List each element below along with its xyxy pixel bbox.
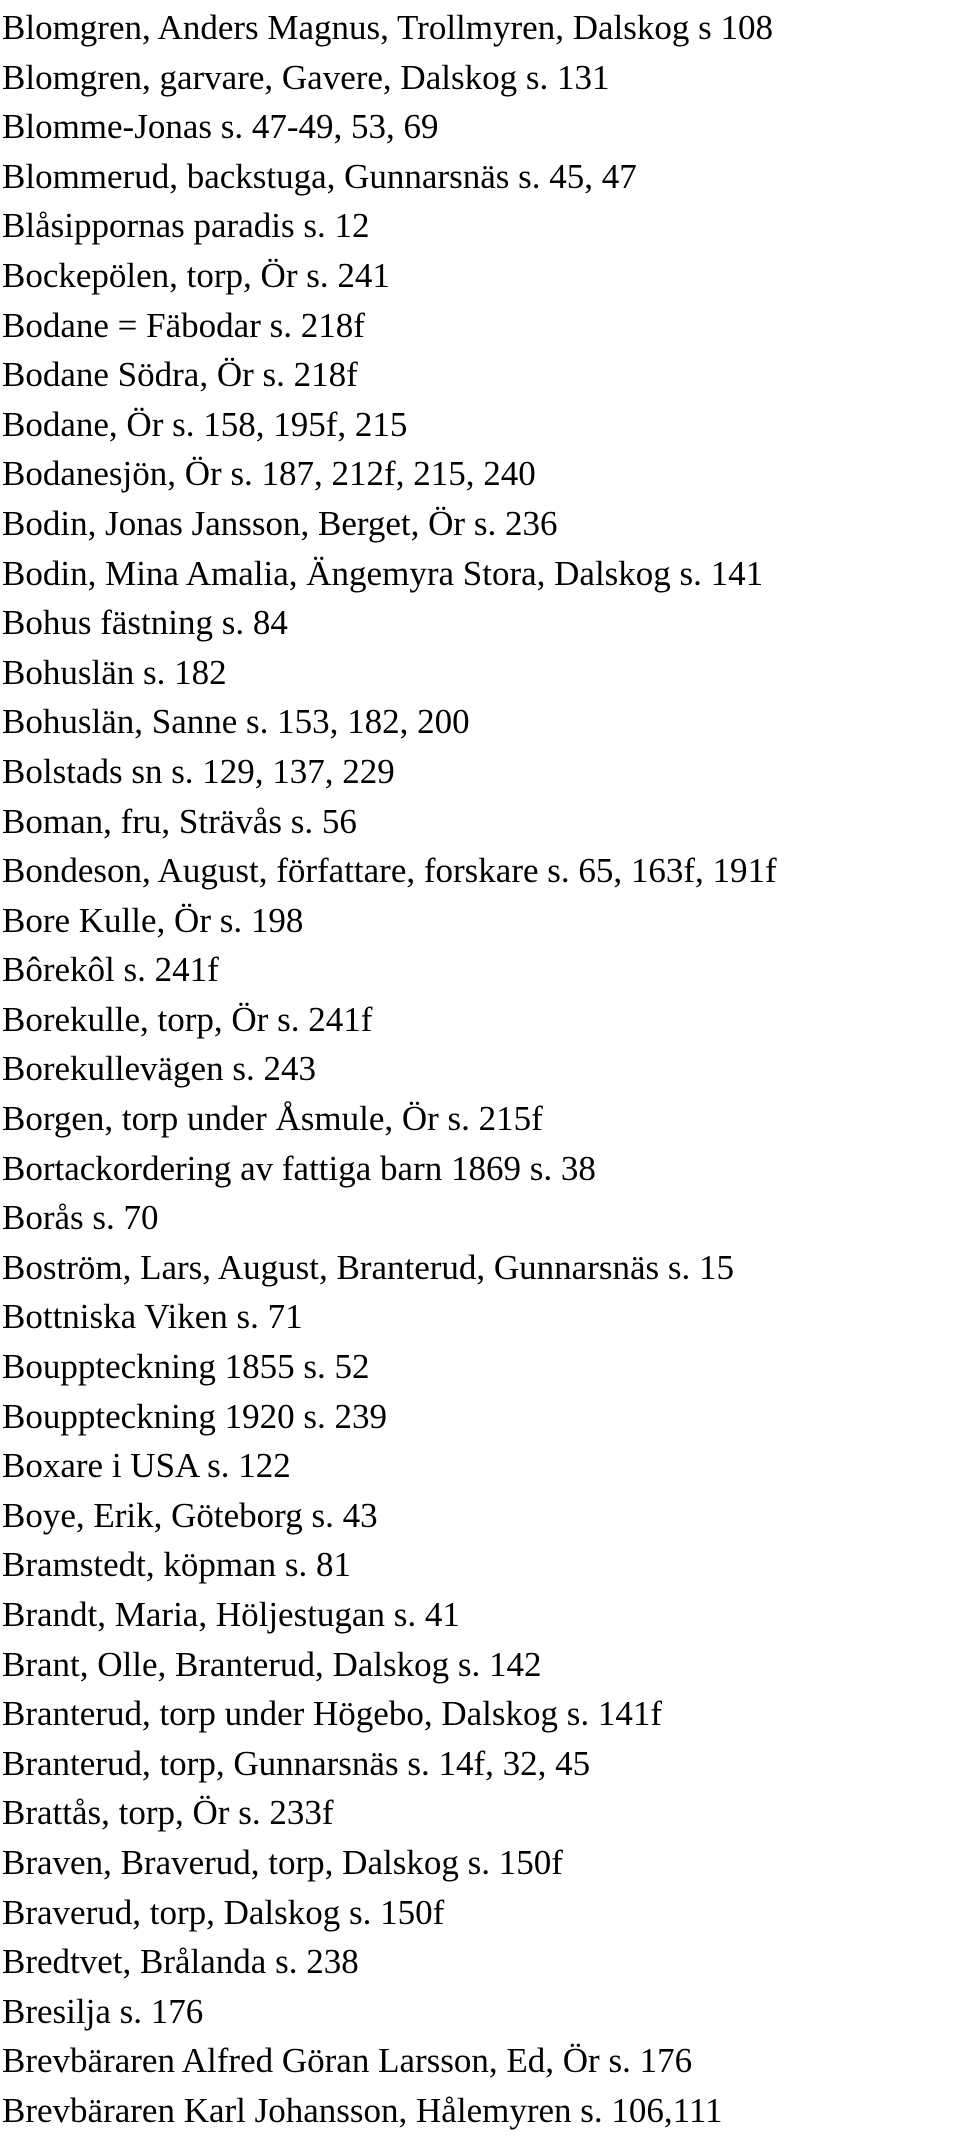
index-entry: Bodanesjön, Ör s. 187, 212f, 215, 240 xyxy=(2,454,536,494)
index-entry: Bolstads sn s. 129, 137, 229 xyxy=(2,751,395,791)
index-entry: Bodane, Ör s. 158, 195f, 215 xyxy=(2,404,408,444)
index-entry: Braven, Braverud, torp, Dalskog s. 150f xyxy=(2,1842,563,1882)
index-entry: Brevbäraren Alfred Göran Larsson, Ed, Ör s. 176 xyxy=(2,2041,693,2081)
index-entry: Borås s. 70 xyxy=(2,1198,159,1238)
index-entry: Bouppteckning 1855 s. 52 xyxy=(2,1347,370,1387)
index-list xyxy=(0,3,960,2136)
index-entry: Bohus fästning s. 84 xyxy=(2,603,288,643)
index-entry: Bodane = Fäbodar s. 218f xyxy=(2,305,365,345)
index-entry: Braverud, torp, Dalskog s. 150f xyxy=(2,1892,445,1932)
index-entry: Bresilja s. 176 xyxy=(2,1991,204,2031)
index-entry: Blomgren, garvare, Gavere, Dalskog s. 131 xyxy=(2,57,610,97)
index-entry: Bore Kulle, Ör s. 198 xyxy=(2,900,304,940)
index-entry: Bodane Södra, Ör s. 218f xyxy=(2,355,358,395)
index-entry: Bohuslän s. 182 xyxy=(2,652,227,692)
index-entry: Boman, fru, Strävås s. 56 xyxy=(2,801,357,841)
index-entry: Boye, Erik, Göteborg s. 43 xyxy=(2,1495,378,1535)
index-entry: Bredtvet, Brålanda s. 238 xyxy=(2,1942,359,1982)
index-entry: Brevbäraren Karl Johansson, Hålemyren s. 106,111 xyxy=(2,2090,723,2130)
index-entry: Bôrekôl s. 241f xyxy=(2,950,219,990)
index-entry: Brandt, Maria, Höljestugan s. 41 xyxy=(2,1595,460,1634)
index-entry: Boxare i USA s. 122 xyxy=(2,1446,291,1486)
index-entry: Blomgren, Anders Magnus, Trollmyren, Dalskog s 108 xyxy=(2,8,773,47)
index-entry: Bramstedt, köpman s. 81 xyxy=(2,1545,351,1585)
index-entry: Bouppteckning 1920 s. 239 xyxy=(2,1396,387,1436)
index-entry: Bortackordering av fattiga barn 1869 s. 38 xyxy=(2,1148,596,1188)
index-entry: Bodin, Mina Amalia, Ängemyra Stora, Dalskog s. 141 xyxy=(2,553,764,593)
index-entry: Branterud, torp under Högebo, Dalskog s. 141f xyxy=(2,1694,663,1734)
index-entry: Blommerud, backstuga, Gunnarsnäs s. 45, 47 xyxy=(2,156,637,196)
index-entry: Bondeson, August, författare, forskare s. 65, 163f, 191f xyxy=(2,851,777,891)
index-entry: Borekullevägen s. 243 xyxy=(2,1049,316,1089)
index-entry: Borekulle, torp, Ör s. 241f xyxy=(2,999,373,1039)
index-entry: Bottniska Viken s. 71 xyxy=(2,1297,303,1337)
index-entry: Brant, Olle, Branterud, Dalskog s. 142 xyxy=(2,1644,542,1684)
index-entry: Bockepölen, torp, Ör s. 241 xyxy=(2,255,390,295)
index-entry: Blomme-Jonas s. 47-49, 53, 69 xyxy=(2,107,439,147)
index-entry: Brattås, torp, Ör s. 233f xyxy=(2,1793,334,1833)
index-entry: Blåsippornas paradis s. 12 xyxy=(2,206,370,246)
index-entry: Boström, Lars, August, Branterud, Gunnarsnäs s. 15 xyxy=(2,1247,735,1287)
index-entry: Borgen, torp under Åsmule, Ör s. 215f xyxy=(2,1099,543,1139)
index-entry: Bodin, Jonas Jansson, Berget, Ör s. 236 xyxy=(2,503,558,543)
index-entry: Branterud, torp, Gunnarsnäs s. 14f, 32, 45 xyxy=(2,1743,591,1783)
index-entry: Bohuslän, Sanne s. 153, 182, 200 xyxy=(2,702,470,742)
